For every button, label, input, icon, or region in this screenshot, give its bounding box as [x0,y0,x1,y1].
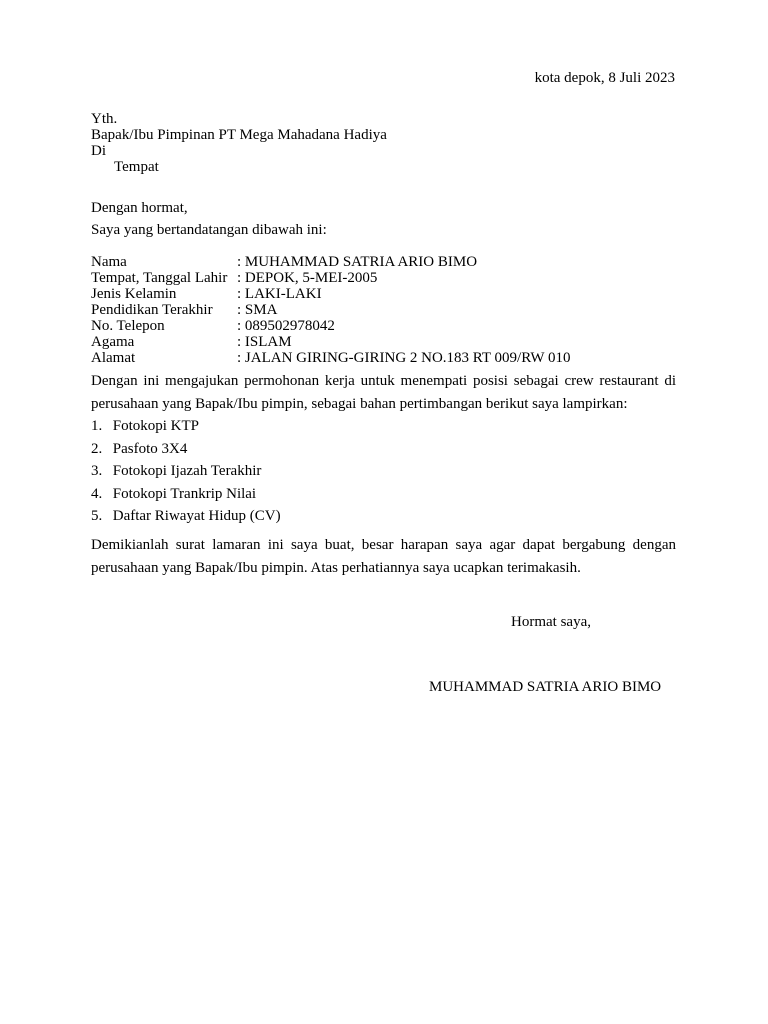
list-item-text: Daftar Riwayat Hidup (CV) [112,508,281,524]
list-item-number: 2. [91,440,103,457]
field-row-religion [91,334,571,350]
signer-name: MUHAMMAD SATRIA ARIO BIMO [429,679,662,695]
request-paragraph: Dengan ini mengajukan permohonan kerja untuk menempati posisi sebagai crew restaurant di perusahaan yang Bapak/Ibu pimpin, sebagai bahan pertimbangan berikut saya lampirkan: [91,373,676,412]
list-item [91,505,281,528]
field-label: Agama [91,334,135,350]
field-value: : DEPOK, 5-MEI-2005 [237,270,378,286]
list-item-text: Pasfoto 3X4 [112,440,188,457]
field-label: Tempat, Tanggal Lahir [91,270,228,286]
list-item-number: 5. [91,508,103,524]
field-label: Pendidikan Terakhir [91,302,213,318]
field-row-birth [91,270,571,286]
intro-text: Saya yang bertandatangan dibawah ini: [91,222,327,238]
field-row-gender [91,286,571,302]
list-item-text: Fotokopi Trankrip Nilai [112,485,257,502]
field-row-education [91,302,571,318]
field-label: Nama [91,254,127,270]
recipient-block [91,111,387,175]
recipient-name: Bapak/Ibu Pimpinan PT Mega Mahadana Hadiya [91,127,387,143]
list-item-text: Fotokopi Ijazah Terakhir [112,463,262,479]
field-label: No. Telepon [91,318,165,334]
list-item-number: 3. [91,463,103,479]
field-value: : ISLAM [237,334,292,350]
field-value: : LAKI-LAKI [237,286,322,302]
list-item-number: 1. [91,418,103,434]
field-row-name [91,254,571,270]
recipient-di: Di [91,143,106,159]
field-value: : MUHAMMAD SATRIA ARIO BIMO [237,254,478,270]
field-row-address [91,350,571,366]
attachment-list [91,415,281,528]
field-row-phone [91,318,571,334]
list-item [91,438,281,461]
list-item-number: 4. [91,485,103,502]
closing-salutation: Hormat saya, [511,614,591,630]
field-value: : JALAN GIRING-GIRING 2 NO.183 RT 009/RW 010 [237,350,571,366]
list-item [91,415,281,438]
field-label: Alamat [91,350,136,366]
applicant-fields [91,254,571,366]
list-item [91,483,281,506]
recipient-place: Tempat [114,159,159,175]
list-item-text: Fotokopi KTP [112,418,200,434]
field-value: : 089502978042 [237,318,335,334]
field-value: : SMA [237,302,278,318]
field-label: Jenis Kelamin [91,286,177,302]
recipient-salutation: Yth. [91,111,118,127]
letter-date: kota depok, 8 Juli 2023 [534,70,675,86]
closing-paragraph: Demikianlah surat lamaran ini saya buat, besar harapan saya agar dapat bergabung dengan perusahaan yang Bapak/Ibu pimpin. Atas perhatiannya saya ucapkan terimakasih. [91,537,676,576]
greeting: Dengan hormat, [91,200,188,216]
list-item [91,460,281,483]
